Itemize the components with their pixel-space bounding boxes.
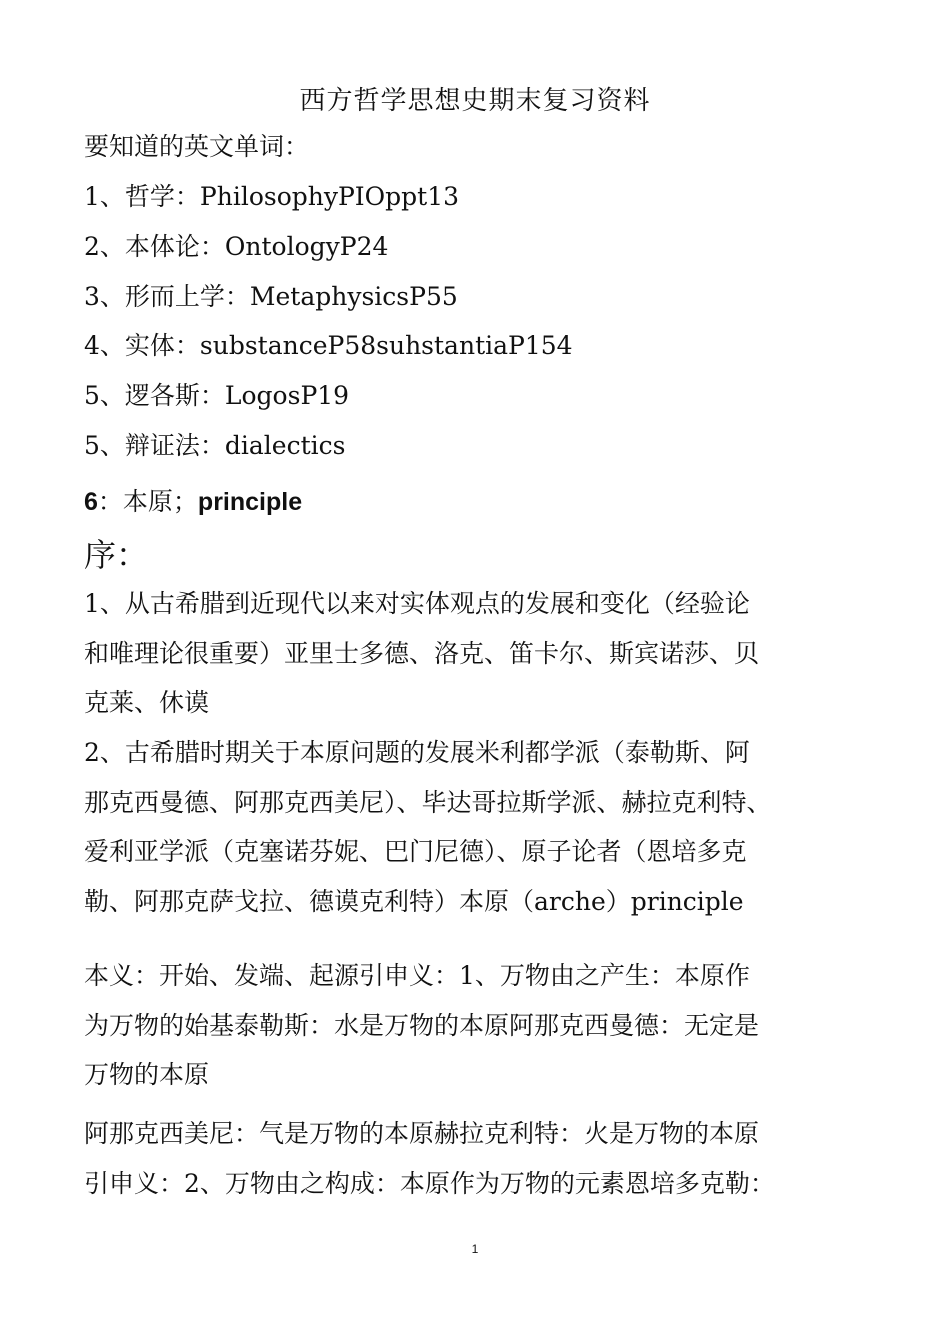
- paragraph-line: 和唯理论很重要）亚里士多德、洛克、笛卡尔、斯宾诺莎、贝: [84, 639, 760, 668]
- vocab-item: 1、哲学：PhilosophyPIOppt13: [84, 182, 460, 211]
- vocab-item: 2、本体论：OntologyP24: [84, 232, 389, 261]
- paragraph-line: 本义：开始、发端、起源引申义：1、万物由之产生：本原作: [84, 961, 750, 990]
- vocab-item-6-english: principle: [197, 488, 303, 516]
- paragraph-line: 引申义：2、万物由之构成：本原作为万物的元素恩培多克勒：: [84, 1169, 775, 1198]
- vocab-item: 3、形而上学：MetaphysicsP55: [84, 282, 458, 311]
- vocab-item: 5、逻各斯：LogosP19: [84, 381, 350, 410]
- paragraph-line: 为万物的始基泰勒斯：水是万物的本原阿那克西曼德：无定是: [84, 1011, 760, 1040]
- paragraph-line: 阿那克西美尼：气是万物的本原赫拉克利特：火是万物的本原: [84, 1119, 760, 1148]
- paragraph-line: 勒、阿那克萨戈拉、德谟克利特）本原（arche）principle: [84, 887, 744, 916]
- vocab-item-6-number: 6: [84, 488, 98, 516]
- paragraph-line: 1、从古希腊到近现代以来对实体观点的发展和变化（经验论: [84, 589, 750, 618]
- vocab-item-6: [84, 485, 302, 519]
- vocab-heading: 要知道的英文单词：: [84, 132, 310, 161]
- page-number: 1: [471, 1242, 479, 1256]
- paragraph-line: 克莱、休谟: [84, 688, 210, 717]
- paragraph-line: 爱利亚学派（克塞诺芬妮、巴门尼德）、原子论者（恩培多克: [84, 837, 747, 866]
- document-title: 西方哲学思想史期末复习资料: [299, 86, 651, 116]
- paragraph-line: 万物的本原: [84, 1060, 210, 1089]
- vocab-item-6-text: ：本原；: [97, 487, 198, 516]
- section-heading: 序：: [84, 536, 149, 574]
- paragraph-line: 2、古希腊时期关于本原问题的发展米利都学派（泰勒斯、阿: [84, 738, 750, 767]
- vocab-item: 4、实体：substanceP58suhstantiaP154: [84, 331, 573, 360]
- paragraph-line: 那克西曼德、阿那克西美尼）、毕达哥拉斯学派、赫拉克利特、: [84, 788, 772, 817]
- vocab-item: 5、辩证法：dialectics: [84, 431, 346, 460]
